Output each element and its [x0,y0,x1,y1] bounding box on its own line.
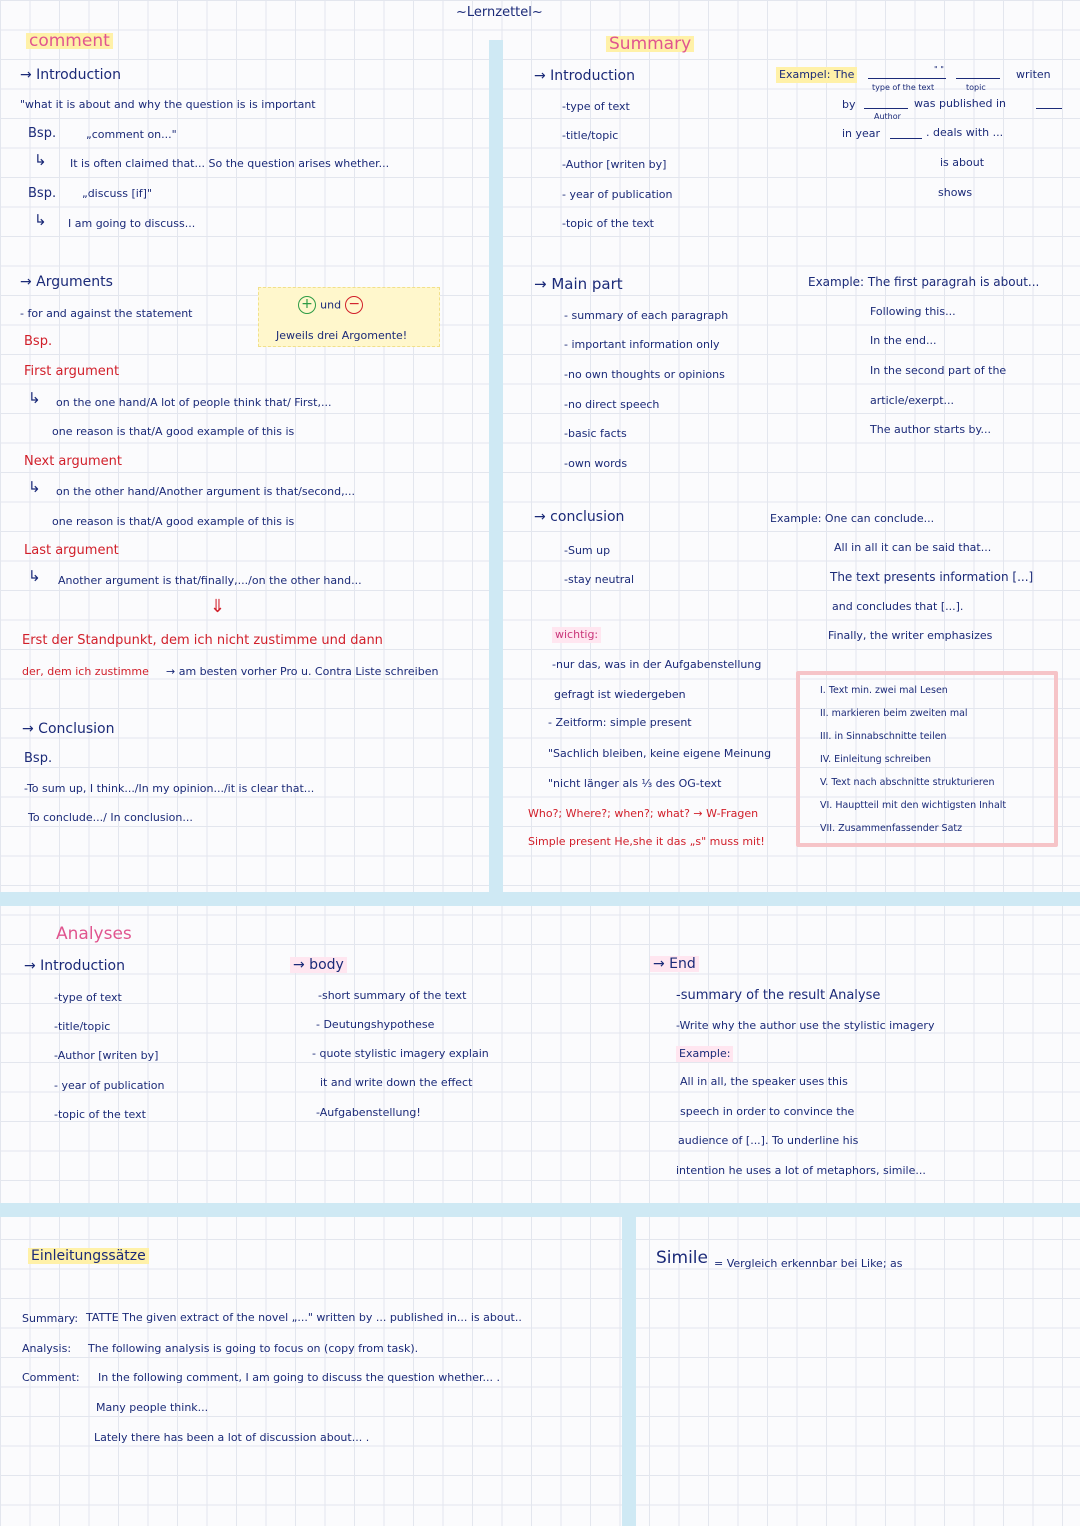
conclusion-example-line: The text presents information [...] [830,570,1034,584]
comment-bsp4-label: Bsp. [24,751,53,766]
divider-horizontal-middle [0,892,1080,906]
end-example-line: speech in order to convince the [680,1105,855,1118]
analyses-body-item: it and write down the effect [320,1076,473,1089]
plus-icon: + [298,296,316,314]
example-writen: writen [1016,68,1051,81]
conclusion-example-line: Finally, the writer emphasizes [828,629,993,642]
comment-heading: comment [26,33,113,49]
summary-main-item: - important information only [564,338,720,351]
divider-vertical-top [489,40,503,906]
main-example-line: The author starts by... [870,423,991,436]
summary-conclusion-item: -Sum up [564,544,611,557]
next-argument-label: Next argument [24,454,122,469]
conclusion-example-line: All in all it can be said that... [834,541,992,554]
summary-main-item: - summary of each paragraph [564,309,729,322]
summary-conclusion-heading: → conclusion [534,509,625,525]
analyses-body-item: - quote stylistic imagery explain [312,1047,489,1060]
arrow-icon: ↳ [34,211,47,229]
jeweils-note: Jeweils drei Argomente! [276,329,408,342]
einleitung-comment-text: In the following comment, I am going to discuss the question whether... . [98,1371,501,1384]
analyses-intro-item: -type of text [54,991,122,1004]
arrow-icon: ↳ [34,151,47,169]
wichtig-item: -nur das, was in der Aufgabenstellung [552,658,762,671]
step-item: VII. Zusammenfassender Satz [820,823,963,834]
analyses-body-item: - Deutungshypothese [316,1018,435,1031]
main-example-line: In the second part of the [870,364,1007,377]
example-quotes: " " [934,65,944,74]
example-blank-line [890,138,922,139]
einleitung-analysis-text: The following analysis is going to focus on (copy from task). [88,1342,419,1355]
analyses-heading: Analyses [56,924,132,944]
step-item: II. markieren beim zweiten mal [820,708,968,719]
minus-icon: − [345,296,363,314]
comment-bsp2-text: „discuss [if]" [82,187,153,200]
conclusion-example-line: and concludes that [...]. [832,600,964,613]
main-example-line: Following this... [870,305,956,318]
analyses-body-item: -Aufgabenstellung! [316,1106,421,1119]
einleitung-comment-line2: Many people think... [96,1401,209,1414]
first-argument-line2: one reason is that/A good example of this is [52,425,295,438]
wichtig-item: gefragt ist wiedergeben [554,688,686,701]
analyses-intro-heading: → Introduction [24,958,125,974]
comment-intro-line: "what it is about and why the question is is important [20,98,316,111]
end-example-line: intention he uses a lot of metaphors, simile... [676,1164,926,1177]
summary-intro-item: -Author [writen by] [562,158,667,171]
einleitung-summary-text: TATTE The given extract of the novel „..." written by ... published in... is about.. [86,1311,522,1324]
divider-horizontal-bottom [0,1203,1080,1217]
summary-conclusion-item: -stay neutral [564,573,635,586]
end-example-label: Example: [676,1046,733,1062]
analyses-intro-item: -title/topic [54,1020,111,1033]
main-example-line: Example: The first paragrah is about... [808,275,1040,289]
wichtig-item: "Sachlich bleiben, keine eigene Meinung [548,747,772,760]
comment-bsp1-text: „comment on..." [86,128,177,141]
arrow-icon: ↳ [28,389,41,407]
next-argument-line1: on the other hand/Another argument is that/second,... [56,485,356,498]
end-example-line: All in all, the speaker uses this [680,1075,848,1088]
analyses-intro-item: - year of publication [54,1079,165,1092]
simple-present-line: Simple present He,she it das „s" muss mit! [528,835,765,848]
step-item: VI. Hauptteil mit den wichtigsten Inhalt [820,800,1007,811]
example-by: by [842,98,856,111]
summary-main-item: -basic facts [564,427,627,440]
wichtig-heading: wichtig: [552,627,601,643]
simile-rest: = Vergleich erkennbar bei Like; as [714,1257,903,1270]
main-example-line: In the end... [870,334,937,347]
einleitung-heading: Einleitungssätze [28,1248,149,1264]
summary-main-heading: → Main part [534,275,623,293]
example-blank-line [864,108,908,109]
erst-line2a: der, dem ich zustimme [22,665,149,678]
comment-conclusion-line2: To conclude.../ In conclusion... [28,811,193,824]
step-item: I. Text min. zwei mal Lesen [820,685,948,696]
wichtig-item: "nicht länger als ⅓ des OG-text [548,777,722,790]
analyses-end-item: -summary of the result Analyse [676,988,881,1003]
example-published: was published in [914,97,1006,110]
page-title: ~Lernzettel~ [456,5,543,20]
summary-intro-item: -topic of the text [562,217,654,230]
next-argument-line2: one reason is that/A good example of this is [52,515,295,528]
arrow-icon: ↳ [28,478,41,496]
plus-minus-line [298,296,363,314]
example-blank-line [956,78,1000,79]
analyses-body-item: -short summary of the text [318,989,467,1002]
example-author: Author [874,112,901,121]
summary-intro-item: -title/topic [562,129,619,142]
einleitung-comment-line3: Lately there has been a lot of discussion about... . [94,1431,370,1444]
example-deals: . deals with ... [926,126,1004,139]
comment-bsp2-label: Bsp. [28,186,57,201]
analyses-end-heading: → End [650,956,699,972]
analyses-intro-item: -topic of the text [54,1108,146,1121]
comment-conclusion-line1: -To sum up, I think.../In my opinion.../it is clear that... [24,782,315,795]
example-shows: shows [938,186,973,199]
main-example-line: article/exerpt... [870,394,955,407]
comment-bsp2-follow: I am going to discuss... [68,217,196,230]
last-argument-label: Last argument [24,543,119,558]
einleitung-comment-label: Comment: [22,1371,80,1384]
example-topic: topic [966,83,986,92]
summary-heading: Summary [606,36,694,52]
summary-main-item: -own words [564,457,628,470]
comment-bsp3-label: Bsp. [24,334,53,349]
comment-bsp1-follow: It is often claimed that... So the question arises whether... [70,157,390,170]
last-argument-line1: Another argument is that/finally,.../on the other hand... [58,574,362,587]
wichtig-item: - Zeitform: simple present [548,716,692,729]
comment-arguments-line: - for and against the statement [20,307,193,320]
example-year: in year [842,127,881,140]
einleitung-summary-label: Summary: [22,1312,79,1325]
summary-main-item: -no direct speech [564,398,660,411]
erst-line1: Erst der Standpunkt, dem ich nicht zustimme und dann [22,633,383,648]
analyses-end-item: -Write why the author use the stylistic imagery [676,1019,935,1032]
einleitung-analysis-label: Analysis: [22,1342,72,1355]
example-is-about: is about [940,156,985,169]
example-blank-line [1036,108,1062,109]
example-blank-line [868,78,946,79]
first-argument-label: First argument [24,364,120,379]
step-item: III. in Sinnabschnitte teilen [820,731,947,742]
und-label: und [320,298,342,312]
first-argument-line1: on the one hand/A lot of people think that/ First,... [56,396,332,409]
divider-vertical-bottom [622,1208,636,1526]
analyses-intro-item: -Author [writen by] [54,1049,159,1062]
comment-conclusion-heading: → Conclusion [22,721,115,737]
summary-intro-heading: → Introduction [534,68,635,84]
end-example-line: audience of [...]. To underline his [678,1134,859,1147]
erst-line2b: → am besten vorher Pro u. Contra Liste schreiben [166,665,439,678]
summary-main-item: -no own thoughts or opinions [564,368,725,381]
conclusion-example-line: Example: One can conclude... [770,512,935,525]
w-fragen-line: Who?; Where?; when?; what? → W-Fragen [528,807,759,820]
comment-intro-heading: → Introduction [20,67,121,83]
summary-example-label: Exampel: The [776,67,857,83]
step-item: V. Text nach abschnitte strukturieren [820,777,995,788]
summary-intro-item: -type of text [562,100,630,113]
arrow-icon: ↳ [28,567,41,585]
down-arrow-icon: ⇓ [210,596,226,617]
step-item: IV. Einleitung schreiben [820,754,931,765]
comment-arguments-heading: → Arguments [20,274,113,290]
analyses-body-heading: → body [290,957,347,973]
comment-bsp1-label: Bsp. [28,126,57,141]
example-typeoftext: type of the text [872,83,935,92]
simile-word: Simile [656,1248,708,1268]
summary-intro-item: - year of publication [562,188,673,201]
